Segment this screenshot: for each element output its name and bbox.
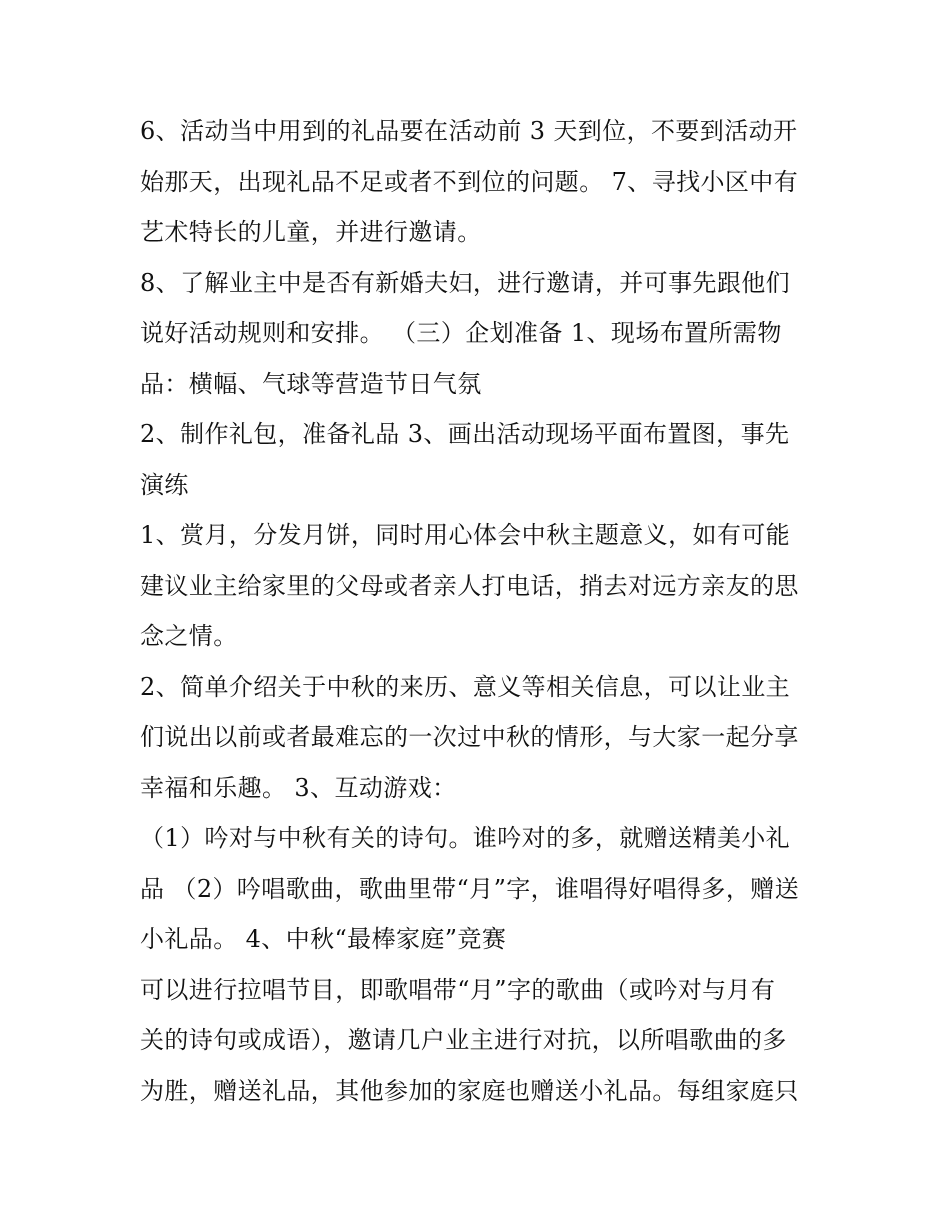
text-line: 品：横幅、气球等营造节日气氛 <box>140 369 482 398</box>
text-line: 们说出以前或者最难忘的一次过中秋的情形，与大家一起分享 <box>140 723 799 751</box>
text-line: 念之情。 <box>140 622 238 650</box>
text-line: 可以进行拉唱节目，即歌唱带“月”字的歌曲（或吟对与月有 <box>140 975 776 1004</box>
text-line: 2、制作礼包，准备礼品 3、画出活动现场平面布置图，事先 <box>140 420 790 448</box>
text-line: 艺术特长的儿童，并进行邀请。 <box>140 218 482 246</box>
text-line: 8、了解业主中是否有新婚夫妇，进行邀请，并可事先跟他们 <box>140 268 791 297</box>
text-line: 幸福和乐趣。 3、互动游戏： <box>140 773 457 802</box>
text-line: 小礼品。 4、中秋“最棒家庭”竞赛 <box>140 925 507 953</box>
text-line: 为胜，赠送礼品，其他参加的家庭也赠送小礼品。每组家庭只 <box>140 1076 799 1105</box>
text-line: 关的诗句或成语），邀请几户业主进行对抗，以所唱歌曲的多 <box>140 1026 787 1054</box>
text-line: 6、活动当中用到的礼品要在活动前 3 天到位，不要到活动开 <box>140 117 798 145</box>
text-line: 2、简单介绍关于中秋的来历、意义等相关信息，可以让业主 <box>140 672 791 701</box>
text-line: 始那天，出现礼品不足或者不到位的问题。 7、寻找小区中有 <box>140 167 799 196</box>
text-line: 建议业主给家里的父母或者亲人打电话，捎去对远方亲友的思 <box>140 571 799 600</box>
text-line: 品 （2）吟唱歌曲，歌曲里带“月”字，谁唱得好唱得多，赠送 <box>140 874 800 903</box>
text-line: 演练 <box>140 470 189 499</box>
document-body <box>140 106 830 1116</box>
text-line: （1）吟对与中秋有关的诗句。谁吟对的多，就赠送精美小礼 <box>140 824 791 852</box>
text-line: 说好活动规则和安排。 （三）企划准备 1、现场布置所需物 <box>140 319 782 347</box>
text-line: 1、赏月，分发月饼，同时用心体会中秋主题意义，如有可能 <box>140 521 791 549</box>
